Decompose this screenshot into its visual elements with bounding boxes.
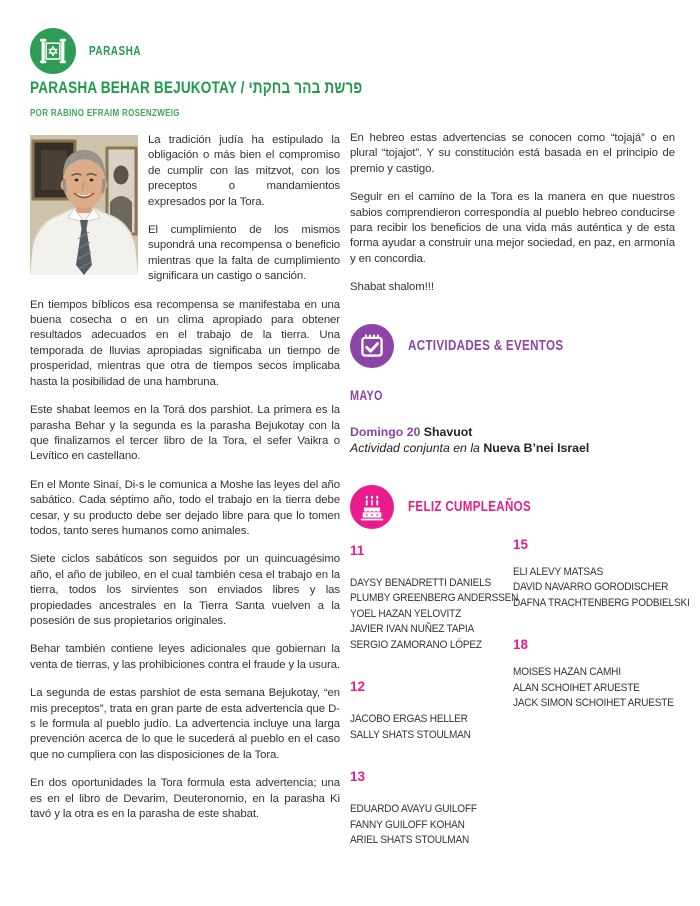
article-right-column: [350, 131, 690, 875]
event-day: Domingo 20: [350, 424, 421, 439]
birthday-name: DAFNA TRACHTENBERG PODBIELSKI: [513, 596, 690, 609]
birthday-name: ALAN SCHOIHET ARUESTE: [513, 681, 640, 694]
birthday-date: 13: [350, 769, 366, 785]
birthday-date: 15: [513, 536, 529, 552]
birthday-group: [513, 537, 699, 612]
birthday-list: [350, 536, 690, 875]
birthday-date: 12: [350, 679, 366, 695]
birthday-name: EDUARDO AVAYU GUILOFF: [350, 803, 477, 816]
shabat-shalom-closing: Shabat shalom!!!: [350, 281, 434, 294]
rabbi-portrait-photo: [30, 135, 138, 275]
birthday-name: PLUMBY GREENBERG ANDERSSEN: [350, 592, 519, 605]
birthday-name: MOISES HAZAN CAMHI: [513, 666, 621, 679]
events-section-header: [350, 324, 675, 368]
article-left-column: [30, 133, 340, 822]
birthday-name: JAVIER IVAN NUÑEZ TAPIA: [350, 623, 475, 636]
torah-scroll-icon: [30, 28, 76, 74]
birthdays-section-label: FELIZ CUMPLEAÑOS: [408, 498, 532, 515]
birthday-group: [350, 769, 513, 849]
birthday-group: [350, 542, 519, 654]
parasha-section-header: [30, 28, 154, 74]
paragraph: En hebreo estas advertencias se conocen como “tojajá” o en plural “tojajot”. Y su constitución está basada en el principio de premio y castigo.: [350, 132, 675, 175]
parasha-label: PARASHA: [89, 44, 142, 58]
paragraph: La tradición judía ha estipulado la obligación o más bien el compromiso de cumplir con las mitzvot, con los preceptos o mandamientos expresados por la Tora.: [148, 134, 340, 208]
birthday-date: 18: [513, 637, 529, 653]
event-title: Shavuot: [423, 424, 473, 439]
birthday-name: DAYSY BENADRETTI DANIELS: [350, 576, 492, 589]
birthday-group: [350, 679, 513, 743]
birthday-name: ELI ALEVY MATSAS: [513, 565, 604, 578]
paragraph: Este shabat leemos en la Torá dos parshiot. La primera es la parasha Behar y la segunda es la parasha Bejukotay con la que finalizamos el tercer libro de la Tora, el sefer Vaikra o Levítico en castellano.: [30, 404, 340, 463]
paragraph: En el Monte Sinaí, Di-s le comunica a Moshe las leyes del año sabático. Cada séptimo año, todo el trabajo en la tierra debe cesar, y su producto debe ser dejado libre para que lo tomen todos, tanto seres humanos como animales.: [30, 478, 340, 537]
paragraph: Behar también contiene leyes adicionales que gobiernan la venta de tierras, y las prohibiciones contra el fraude y la usura.: [30, 643, 340, 671]
birthday-date: 11: [350, 542, 365, 558]
birthday-cake-icon: [350, 485, 394, 529]
event-detail: [350, 441, 675, 455]
birthday-column-left: [350, 542, 519, 875]
birthday-name: SALLY SHATS STOULMAN: [350, 728, 471, 741]
page-title: PARASHA BEHAR BEJUKOTAY / פרשת בהר בחקתי: [30, 78, 363, 97]
paragraph: En tiempos bíblicos esa recompensa se manifestaba en una buena cosecha o en un clima apropiado para obtener resultados adecuados en el trabajo de la tierra. Una temporada de lluvias apropiadas significaba un tiempo de prosperidad, mientras que otra de tiempos secos implicaba hasta la posibilidad de una hambruna.: [30, 298, 340, 388]
paragraph: Siete ciclos sabáticos son seguidos por un quincuagésimo año, el año de jubileo, en el cual también cesa el trabajo en la tierra, todos los sirvientes son enviados libres y las propiedades ancestrales en la Tierra Santa vuelven a la posesión de sus propietarios originales.: [30, 553, 340, 627]
paragraph: Seguir en el camino de la Tora es la manera en que nuestros sabios comprendieron correspondía al pueblo hebreo conducirse para recibir los beneficios de una vida más auténtica y de esta forma ayudar a construir una mejor sociedad, en paz, en armonía y en concordia.: [350, 191, 675, 265]
paragraph: La segunda de estas parshiot de esta semana Bejukotay, “en mis preceptos”, trata en gran parte de esta advertencia que D-s le formula al pueblo judío. La advertencia incluye una larga prevención acerca de lo que le sucederá al pueblo en el caso que no cumpliera con las disposiciones de la Tora.: [30, 687, 340, 761]
event-detail-text: Actividad conjunta en la: [350, 440, 484, 455]
birthday-name: FANNY GUILOFF KOHAN: [350, 818, 465, 831]
month-label: MAYO: [350, 387, 383, 403]
event-location: Nueva B’nei Israel: [483, 440, 590, 455]
birthday-name: DAVID NAVARRO GORODISCHER: [513, 581, 669, 594]
event-item: [350, 425, 675, 439]
birthday-column-right: [513, 537, 699, 875]
birthday-name: SERGIO ZAMORANO LÓPEZ: [350, 638, 482, 651]
birthdays-section-header: [350, 485, 675, 529]
calendar-check-icon: [350, 324, 394, 368]
birthday-name: YOEL HAZAN YELOVITZ: [350, 607, 462, 620]
birthday-name: JACK SIMON SCHOIHET ARUESTE: [513, 697, 674, 710]
paragraph: El cumplimiento de los mismos supondrá una recompensa o beneficio mientras que la falta de cumplimiento significara un castigo o sanción.: [148, 224, 340, 283]
events-section-label: ACTIVIDADES & EVENTOS: [408, 337, 564, 354]
paragraph: En dos oportunidades la Tora formula esta advertencia; una es en el libro de Devarim, Deuteronomio, en la parasha Ki tavó y la otra es en la parasha de este shabat.: [30, 777, 340, 821]
birthday-name: JACOBO ERGAS HELLER: [350, 713, 468, 726]
author-byline: POR RABINO EFRAIM ROSENZWEIG: [30, 108, 180, 119]
birthday-group: [513, 637, 699, 712]
birthday-name: ARIEL SHATS STOULMAN: [350, 834, 470, 847]
